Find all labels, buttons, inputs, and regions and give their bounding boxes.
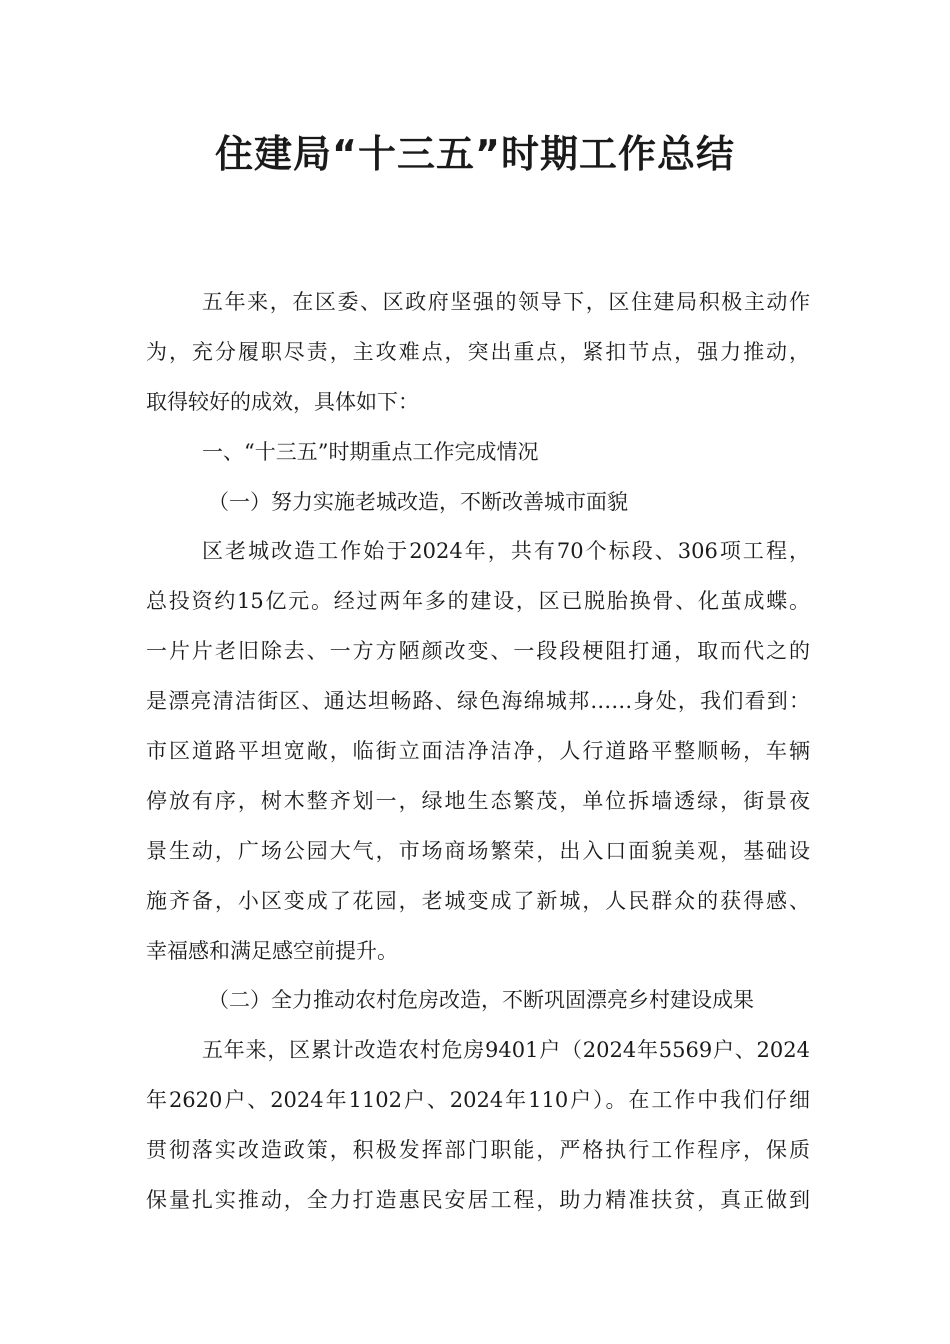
document-title: 住建局“十三五”时期工作总结	[215, 132, 735, 176]
paragraph-line: 停放有序，树木整齐划一，绿地生态繁茂，单位拆墙透绿，街景夜	[146, 788, 810, 813]
paragraph-line: 总投资约15亿元。经过两年多的建设，区已脱胎换骨、化茧成蝶。	[146, 589, 810, 614]
document-body	[146, 278, 810, 1226]
paragraph-line: 一片片老旧除去、一方方陋颜改变、一段段梗阻打通，取而代之的	[146, 639, 810, 664]
subsection-heading: （二）全力推动农村危房改造，不断巩固漂亮乡村建设成果	[208, 988, 754, 1013]
paragraph-line: 施齐备，小区变成了花园，老城变成了新城，人民群众的获得感、	[146, 888, 810, 913]
paragraph-line: 五年来，在区委、区政府坚强的领导下，区住建局积极主动作	[202, 290, 810, 314]
paragraph-line: 年2620户、2024年1102户、2024年110户）。在工作中我们仔细	[146, 1088, 810, 1113]
paragraph-line: 景生动，广场公园大气，市场商场繁荣，出入口面貌美观，基础设	[146, 838, 810, 863]
paragraph-line: 保量扎实推动，全力打造惠民安居工程，助力精准扶贫，真正做到	[146, 1188, 810, 1213]
paragraph-line: 幸福感和满足感空前提升。	[146, 938, 398, 963]
paragraph-line: 取得较好的成效，具体如下：	[146, 389, 419, 414]
paragraph-line: 区老城改造工作始于2024年，共有70个标段、306项工程，	[202, 539, 810, 564]
paragraph-line: 是漂亮清洁街区、通达坦畅路、绿色海绵城邦……身处，我们看到：	[146, 689, 810, 714]
paragraph-line: 为，充分履职尽责，主攻难点，突出重点，紧扣节点，强力推动，	[146, 339, 810, 364]
paragraph-line: 贯彻落实改造政策，积极发挥部门职能，严格执行工作程序，保质	[146, 1138, 810, 1163]
section-heading: 一、“十三五”时期重点工作完成情况	[202, 439, 539, 464]
paragraph-line: 市区道路平坦宽敞，临街立面洁净洁净，人行道路平整顺畅，车辆	[146, 739, 810, 764]
subsection-heading: （一）努力实施老城改造，不断改善城市面貌	[208, 489, 628, 514]
paragraph-line: 五年来，区累计改造农村危房9401户（2024年5569户、2024	[202, 1038, 810, 1063]
